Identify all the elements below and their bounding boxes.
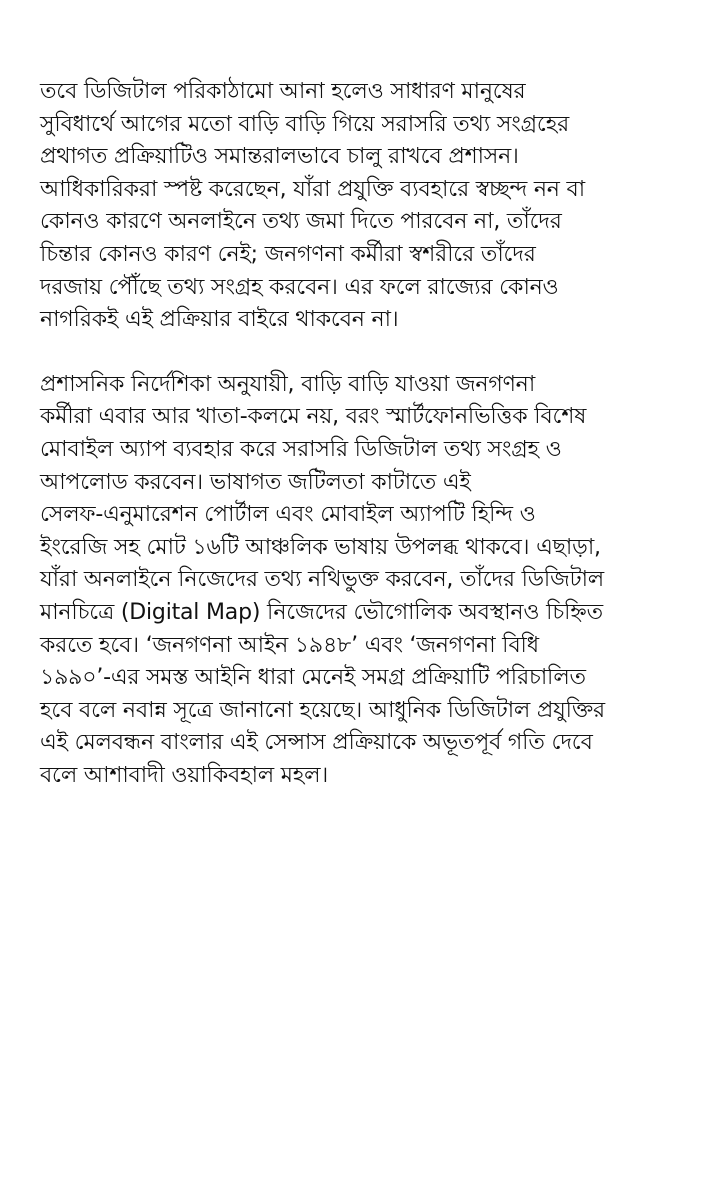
paragraph-line: আপলোড করবেন। ভাষাগত জটিলতা কাটাতে এই — [40, 469, 471, 495]
paragraph-line: বলে আশাবাদী ওয়াকিবহাল মহল। — [40, 762, 329, 788]
paragraph-line: প্রশাসনিক নির্দেশিকা অনুযায়ী, বাড়ি বাড়ি যাওয়া জনগণনা — [40, 371, 535, 397]
paragraph-line: মানচিত্রে (Digital Map) নিজেদের ভৌগোলিক অবস্থানও চিহ্নিত — [40, 599, 603, 625]
paragraph-line: চিন্তার কোনও কারণ নেই; জনগণনা কর্মীরা স্বশরীরে তাঁদের — [40, 241, 536, 267]
paragraph-line: করতে হবে। ‘জনগণনা আইন ১৯৪৮’ এবং ‘জনগণনা বিধি — [40, 632, 539, 658]
paragraph-line: দরজায় পৌঁছে তথ্য সংগ্রহ করবেন। এর ফলে রাজ্যের কোনও — [40, 274, 559, 300]
article-body — [40, 76, 686, 824]
paragraph-1 — [40, 76, 686, 337]
paragraph-2 — [40, 369, 686, 793]
paragraph-line: মোবাইল অ্যাপ ব্যবহার করে সরাসরি ডিজিটাল তথ্য সংগ্রহ ও — [40, 436, 562, 462]
paragraph-line: সেলফ-এনুমারেশন পোর্টাল এবং মোবাইল অ্যাপটি হিন্দি ও — [40, 502, 536, 528]
paragraph-line: নাগরিকই এই প্রক্রিয়ার বাইরে থাকবেন না। — [40, 307, 399, 333]
paragraph-line: যাঁরা অনলাইনে নিজেদের তথ্য নথিভুক্ত করবেন, তাঁদের ডিজিটাল — [40, 567, 604, 593]
paragraph-line: প্রথাগত প্রক্রিয়াটিও সমান্তরালভাবে চালু রাখবে প্রশাসন। — [40, 144, 519, 170]
paragraph-line: ১৯৯০’-এর সমস্ত আইনি ধারা মেনেই সমগ্র প্রক্রিয়াটি পরিচালিত — [40, 665, 586, 691]
paragraph-line: তবে ডিজিটাল পরিকাঠামো আনা হলেও সাধারণ মানুষের — [40, 79, 526, 104]
paragraph-line: হবে বলে নবান্ন সূত্রে জানানো হয়েছে। আধুনিক ডিজিটাল প্রযুক্তির — [40, 697, 605, 723]
paragraph-line: ইংরেজি সহ মোট ১৬টি আঞ্চলিক ভাষায় উপলব্ধ থাকবে। এছাড়া, — [40, 534, 601, 560]
paragraph-line: এই মেলবন্ধন বাংলার এই সেন্সাস প্রক্রিয়াকে অভূতপূর্ব গতি দেবে — [40, 730, 593, 756]
paragraph-line: কোনও কারণে অনলাইনে তথ্য জমা দিতে পারবেন না, তাঁদের — [40, 209, 562, 235]
paragraph-line: কর্মীরা এবার আর খাতা-কলমে নয়, বরং স্মার্টফোনভিত্তিক বিশেষ — [40, 404, 587, 430]
paragraph-line: সুবিধার্থে আগের মতো বাড়ি বাড়ি গিয়ে সরাসরি তথ্য সংগ্রহের — [40, 111, 569, 137]
paragraph-line: আধিকারিকরা স্পষ্ট করেছেন, যাঁরা প্রযুক্তি ব্যবহারে স্বচ্ছন্দ নন বা — [40, 176, 585, 202]
